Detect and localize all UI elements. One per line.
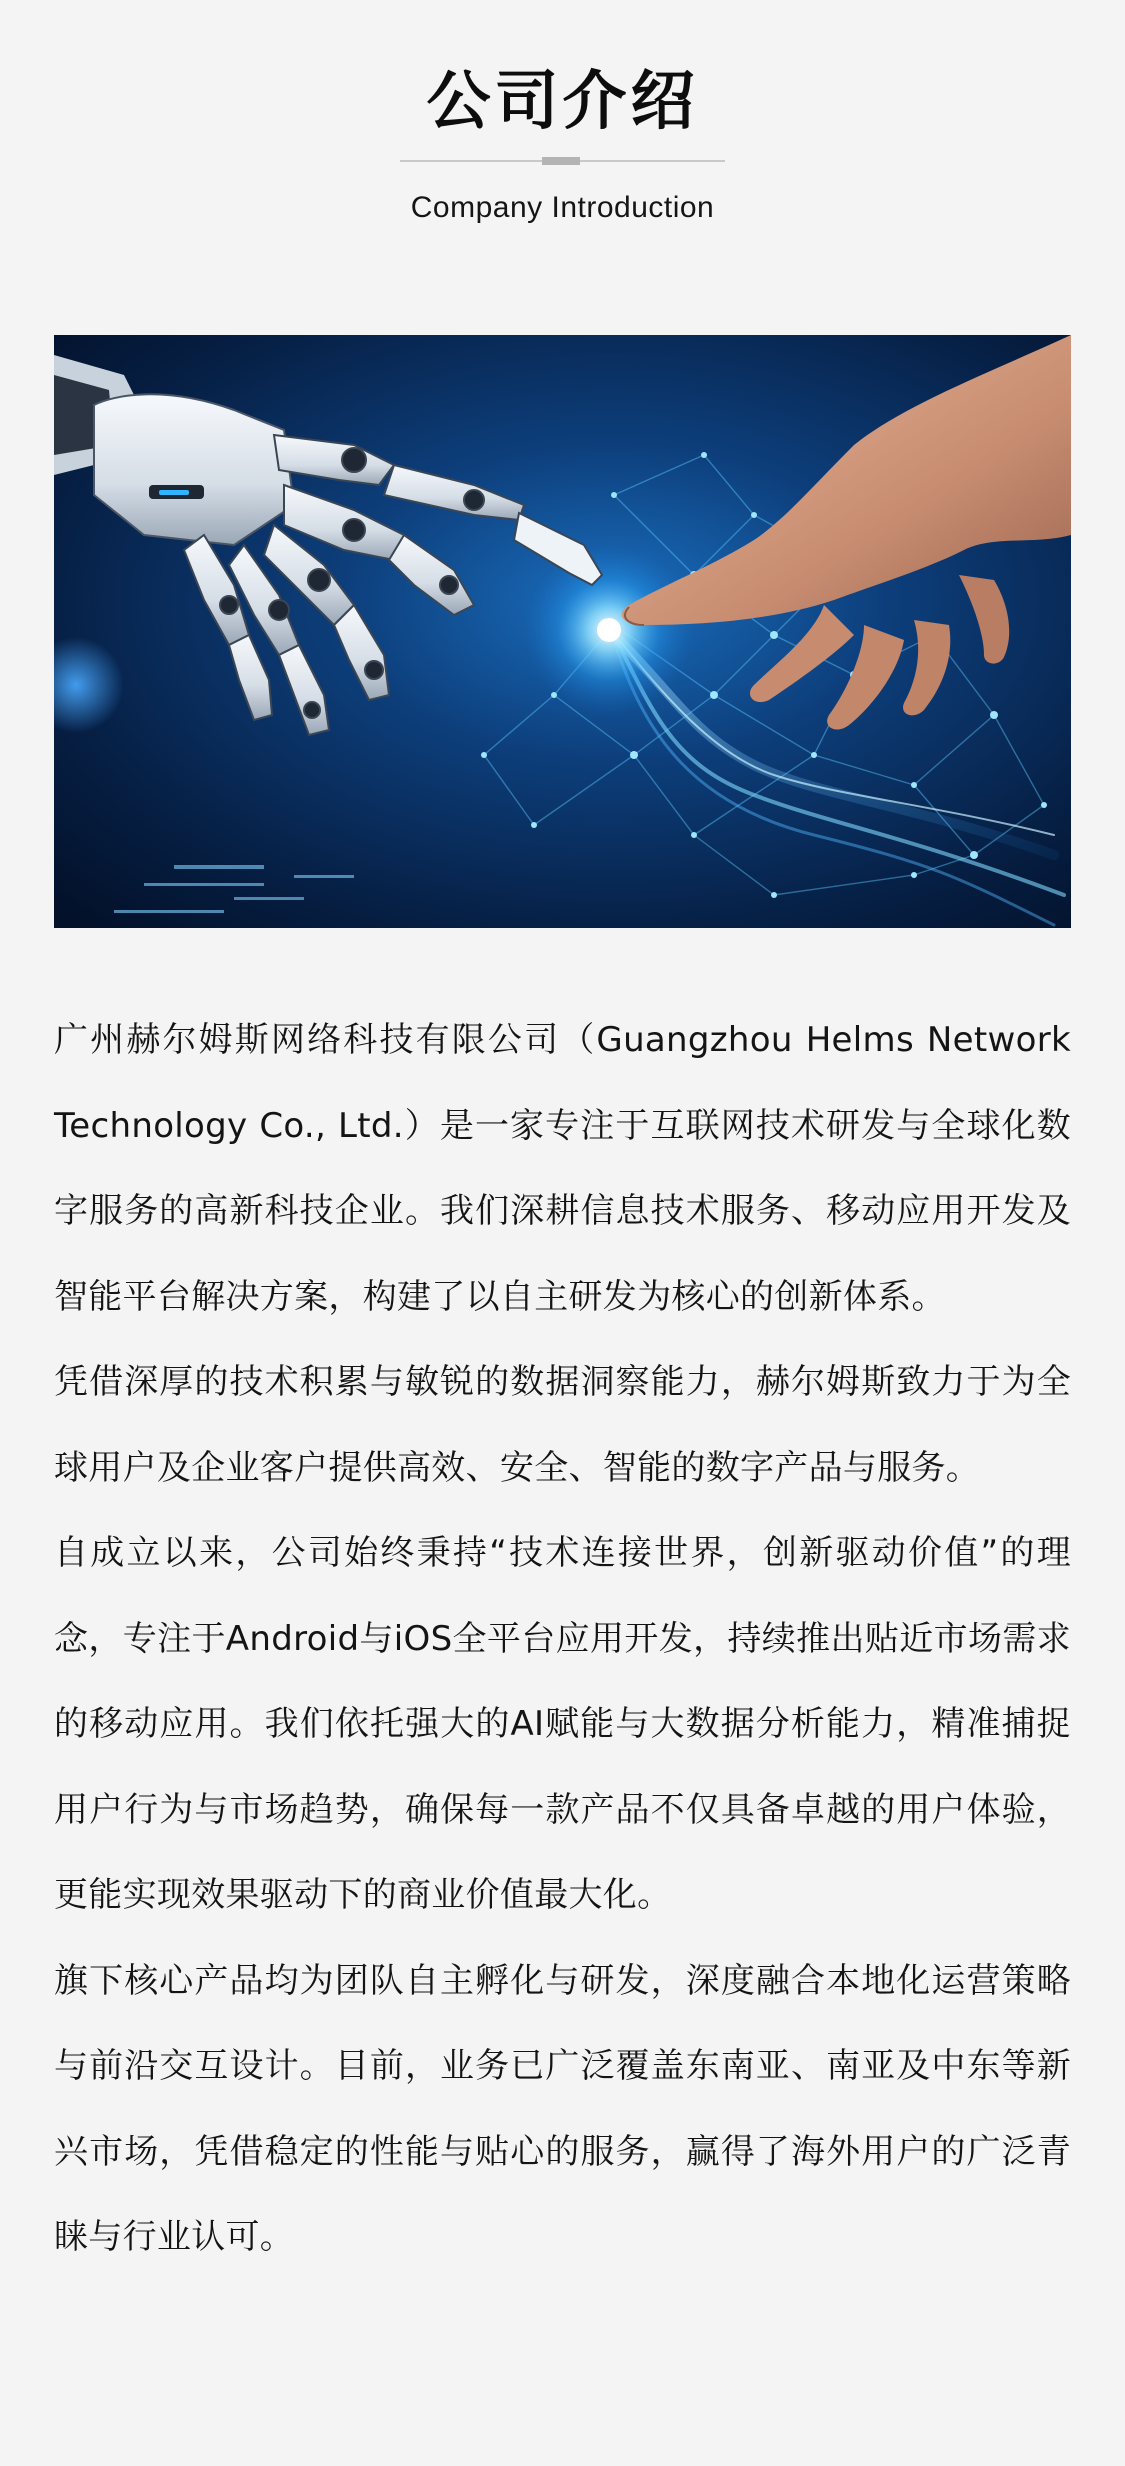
robot-human-hands-illustration xyxy=(54,335,1071,928)
divider-accent xyxy=(542,157,580,165)
intro-paragraph: 旗下核心产品均为团队自主孵化与研发，深度融合本地化运营策略与前沿交互设计。目前，业务已广泛覆盖东南亚、南亚及中东等新兴市场，凭借稳定的性能与贴心的服务，赢得了海外用户的广泛青睐与行业认可。 xyxy=(54,1960,1071,2257)
intro-paragraph: 广州赫尔姆斯网络科技有限公司（Guangzhou Helms Network Technology Co., Ltd.）是一家专注于互联网技术研发与全球化数字服务的高新科技企业。我们深耕信息技术服务、移动应用开发及智能平台解决方案，构建了以自主研发为核心的创新体系。 xyxy=(54,1020,1071,1317)
intro-paragraph: 凭借深厚的技术积累与敏锐的数据洞察能力，赫尔姆斯致力于为全球用户及企业客户提供高效、安全、智能的数字产品与服务。 xyxy=(54,1362,1071,1488)
intro-text xyxy=(54,998,1071,2281)
hero-image xyxy=(54,335,1071,928)
section-header xyxy=(0,0,1125,260)
page-subtitle: Company Introduction xyxy=(410,191,715,224)
page-title: 公司介绍 xyxy=(426,65,699,139)
intro-paragraph: 自成立以来，公司始终秉持“技术连接世界，创新驱动价值”的理念，专注于Android与iOS全平台应用开发，持续推出贴近市场需求的移动应用。我们依托强大的AI赋能与大数据分析能力，精准捕捉用户行为与市场趋势，确保每一款产品不仅具备卓越的用户体验，更能实现效果驱动下的商业价值最大化。 xyxy=(54,1533,1071,1915)
